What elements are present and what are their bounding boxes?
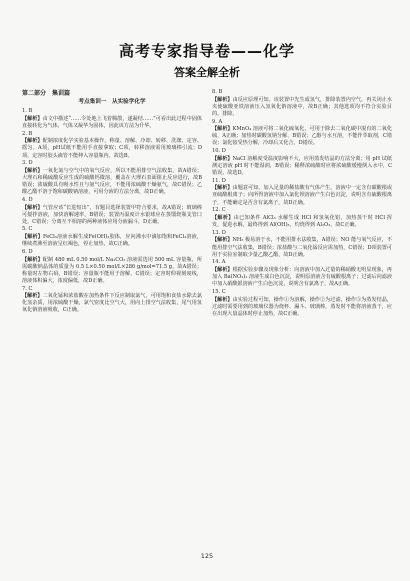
question-number: 9. A (212, 118, 223, 125)
part-heading: 第二部分 集训篇 (22, 90, 71, 97)
question-number: 7. C (22, 285, 33, 292)
answer-analysis (22, 205, 202, 226)
analysis-text: 由实验过程可知，操作①为溶解，操作②为过滤，操作③为蒸发结晶，过滤时需要用到的玻璃仪器为烧杯、漏斗、玻璃棒，蒸发时不能将溶液蒸干，应在出现大量晶体时停止加热，故C正确。 (212, 296, 392, 317)
question-number: 13. D (212, 229, 226, 236)
answer-analysis (212, 156, 392, 177)
answer-analysis (212, 237, 392, 258)
analysis-tag: 【解析】 (212, 155, 233, 162)
question-number: 15. C (212, 288, 226, 295)
analysis-text: 由反应原理可知，该装置中先生成氢气，排除装置内空气，再关闭止水夹使硫酸亚铁溶液压入氢氧化钠溶液中，故B正确；其他选项均不符合实验目的，排除。 (212, 96, 392, 117)
analysis-tag: 【解析】 (22, 138, 43, 145)
answer-analysis (212, 185, 392, 206)
question-number: 11. D (212, 177, 226, 184)
left-column (22, 89, 202, 581)
section-heading: 考点集训一 从实验学化学 (78, 99, 146, 106)
answer-analysis (22, 116, 202, 130)
analysis-tag: 【解析】 (22, 115, 43, 122)
analysis-tag: 【解析】 (22, 293, 43, 300)
analysis-text: KMnO₄ 溶液可将二氧化硫氧化，可用于除去二氧化碳中混有的二氧化硫，A正确；加热时碳酸氢钠分解，B错误；乙醇与水互溶，不能作萃取剂，C错误；氯化铵受热分解，冷却后又化合，D错误。 (212, 126, 392, 147)
analysis-tag: 【解析】 (212, 266, 233, 273)
analysis-tag: 【解析】 (212, 237, 233, 244)
analysis-tag: 【解析】 (22, 234, 43, 241)
right-column (212, 89, 392, 581)
answer-columns (22, 89, 392, 581)
answer-analysis (22, 138, 202, 159)
page (22, 18, 392, 566)
analysis-text: 由已知条件 AlCl₃ 水解生成 HCl 和氢氧化铝，加热蒸干时 HCl 挥发，促进水解，最终得到 Al(OH)₃，灼烧得到 Al₂O₃，故C正确。 (212, 214, 392, 229)
question-number: 5. C (22, 226, 33, 233)
question-number: 6. D (22, 248, 33, 255)
analysis-text: NaCl 溶解度受温度影响不大，应用蒸发结晶的方法分离；用 pH 试纸测定溶液 pH 时不能湿润，B错误；稀释浓硫酸时应将浓硫酸缓慢倒入水中，C错误，故选D。 (212, 155, 392, 176)
answer-analysis (212, 297, 392, 318)
analysis-text: FeCl₃溶液水解生成Fe(OH)₃胶体，应向沸水中滴加饱和FeCl₃溶液，继续煮沸至溶液呈红褐色，停止加热，故C正确。 (22, 234, 202, 248)
question-number: 3. D (22, 160, 33, 167)
answer-analysis (22, 168, 202, 196)
page-subtitle: 答案全解全析 (174, 66, 240, 79)
answer-analysis (22, 234, 202, 248)
question-number: 2. B (22, 130, 33, 137)
answer-analysis (212, 97, 392, 118)
analysis-tag: 【解析】 (212, 126, 233, 133)
answer-analysis (22, 293, 202, 314)
analysis-text: 根据实验步骤及现象分析：向溶液中加入过量的稀硝酸无明显现象，再加入 Ba(NO₃)₂ 溶液生成白色沉淀，说明原溶液含有硫酸根离子；过滤后向滤液中加入硝酸银溶液产生白色沉淀，说明含有氯离子，故A正确。 (212, 266, 392, 288)
answer-analysis (212, 215, 392, 229)
analysis-text: 配制 480 mL 0.50 mol/L Na₂CO₃ 溶液需选用 500 mL 容量瓶，所需碳酸钠晶体的质量为 0.5 L×0.50 mol/L×286 g/mol=71.5 g，故A错误；称量时左物右码，B错误；容量瓶不能用于溶解，C错误；定容时仰视刻度线，溶液体积偏大，浓度偏低，故D正确。 (22, 256, 202, 284)
analysis-text: 由文中描述“……令处地上飞着腾散，遂凝结……”可看出此过程中固体直接转化为气体，气体又凝华为固体，因此该方法为升华。 (22, 115, 202, 129)
answer-analysis (212, 267, 392, 288)
question-number: 10. D (212, 148, 226, 155)
analysis-text: 配制浓度化学实验基本操作，称量、溶解、冷却、转移、洗涤、定容、摇匀。A项，pH试纸不能用手直接拿取；C项，转移溶液需用玻璃棒引流；D项，定容时胶头滴管不能伸入容量瓶内，故选B。 (22, 138, 202, 159)
question-number: 8. B (212, 89, 223, 95)
analysis-tag: 【解析】 (212, 185, 233, 192)
answer-analysis (212, 126, 392, 147)
analysis-text: NH₃ 极易溶于水，不能用排水法收集，A错误；NO 能与氧气反应，不能用排空气法收集，B错误；浓盐酸与二氧化锰反应需加热，C错误；D项装置可用于实验室制取少量乙酸乙酯，故D正确。 (212, 237, 392, 258)
question-number: 14. A (212, 259, 226, 266)
analysis-tag: 【解析】 (22, 167, 43, 174)
analysis-tag: 【解析】 (212, 96, 233, 103)
analysis-text: 一氧化氮与空气中的氧气反应，所以不能用排空气法收集，故A错误；大理石和稀硫酸反应生成的硫酸钙微溶，覆盖在大理石表面阻止反应进行，故B错误；浓硫酸具有吸水性且与氨气反应，不能用浓硫酸干燥氨气，故C错误；乙酸乙酯不溶于饱和碳酸钠溶液，可用分液的方法分离，故D正确。 (22, 167, 202, 196)
analysis-tag: 【解析】 (22, 256, 43, 263)
question-number: 4. D (22, 196, 33, 203)
page-title: 高考专家指导卷——化学 (118, 42, 295, 60)
analysis-tag: 【解析】 (212, 296, 233, 303)
analysis-text: 二氧化锰和浓盐酸在加热条件下反应制取氯气，可用饱和食盐水除去氯化氢杂质，用浓硫酸干燥，氯气密度比空气大，用向上排空气法收集，尾气用氢氧化钠溶液吸收，C正确。 (22, 293, 202, 314)
analysis-text: 气管应该“长进短出”，有题目选择装置甲符合要求，故A错误；玻璃棒可搅拌溶液，加快溶解速率，B错误；装置丙温度计水银球应在蒸馏烧瓶支管口处，C错误；分离互不相溶的两种液体应用分液漏斗，D正确。 (22, 204, 202, 225)
analysis-text: 由题意可知，加入足量的稀盐酸有气体产生，溶液中一定含有碳酸根或亚硫酸根离子；向所得溶液中加入氯化钡溶液产生白色沉淀，说明含有硫酸根离子，不能确定是否含有氯离子，故D正确。 (212, 185, 392, 206)
answer-analysis (22, 257, 202, 285)
page-number: 125 (200, 552, 214, 560)
analysis-tag: 【解析】 (22, 204, 43, 211)
question-number: 1. B (22, 108, 33, 115)
analysis-tag: 【解析】 (212, 214, 234, 221)
question-number: 12. C (212, 207, 226, 214)
